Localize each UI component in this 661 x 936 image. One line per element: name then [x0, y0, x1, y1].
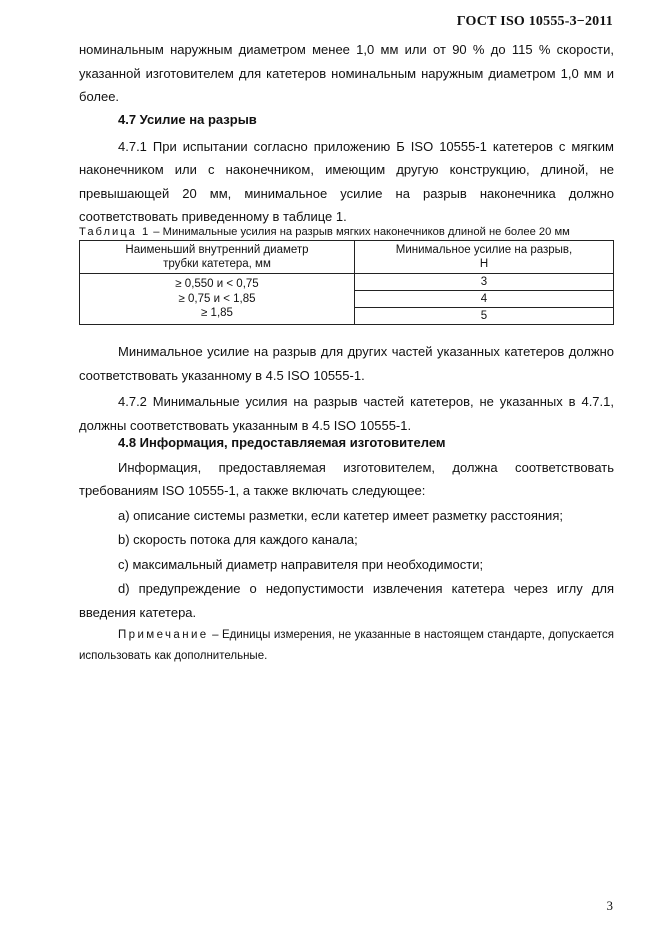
- section-4-7-continued: [79, 340, 614, 437]
- note-label: Примечание: [118, 629, 209, 641]
- header-diameter-line2: трубки катетера, мм: [163, 258, 271, 270]
- page-number: 3: [606, 898, 613, 913]
- diameter-value: ≥ 1,85: [201, 307, 233, 320]
- list-item: c) максимальный диаметр направителя при необходимости;: [118, 556, 484, 572]
- header-diameter-line1: Наименьший внутренний диаметр: [125, 244, 309, 256]
- force-value: 5: [355, 308, 614, 325]
- table-row: [80, 274, 614, 291]
- table-header-row: [80, 241, 614, 274]
- paragraph-4-7-1: 4.7.1 При испытании согласно приложению Б ISO 10555-1 катетеров с мягким наконечником или с наконечником, имеющим другую конструкцию, длиной, не превышающей 20 мм, минимальное усилие на разрыв наконечника должно соответствовать приведенному в таблице 1.: [79, 138, 614, 224]
- section-4-7-heading: 4.7 Усилие на разрыв: [118, 112, 257, 127]
- force-value: 3: [355, 274, 614, 291]
- section-4-8-heading: 4.8 Информация, предоставляемая изготовителем: [118, 435, 446, 450]
- table-caption-text: – Минимальные усилия на разрыв мягких наконечников длиной не более 20 мм: [150, 226, 570, 238]
- standard-header: ГОСТ ISO 10555-3−2011: [456, 14, 613, 29]
- list-item: a) описание системы разметки, если катетер имеет разметку расстояния;: [118, 507, 563, 523]
- intro-block: [79, 38, 614, 109]
- table-1: [79, 240, 614, 325]
- intro-paragraph: номинальным наружным диаметром менее 1,0 мм или от 90 % до 115 % скорости, указанной изготовителем для катетеров номинальным наружным диаметром 1,0 мм и более.: [79, 42, 614, 104]
- list-item: d) предупреждение о недопустимости извлечения катетера через иглу для введения катетера.: [79, 581, 614, 620]
- diameter-value: ≥ 0,75 и < 1,85: [178, 292, 256, 305]
- note: [79, 625, 614, 667]
- force-value: 4: [355, 291, 614, 308]
- paragraph-4-7-2: 4.7.2 Минимальные усилия на разрыв частей катетеров, не указанных в 4.7.1, должны соответствовать указанным в 4.5 ISO 10555-1.: [79, 394, 614, 433]
- header-force-line2: Н: [479, 258, 489, 270]
- diameter-value: ≥ 0,550 и < 0,75: [175, 278, 259, 291]
- table-header-force: [355, 241, 614, 274]
- paragraph-4-8: Информация, предоставляемая изготовителем, должна соответствовать требованиям ISO 10555-1, а также включать следующее:: [79, 459, 614, 498]
- paragraph-other-parts: Минимальное усилие на разрыв для других частей указанных катетеров должно соответствовать указанному в 4.5 ISO 10555-1.: [79, 344, 614, 383]
- list-item: b) скорость потока для каждого канала;: [118, 532, 358, 547]
- table-cell-diameters: [80, 274, 355, 325]
- table-caption: [79, 225, 619, 239]
- header-force-line1: Минимальное усилие на разрыв,: [395, 244, 573, 256]
- table-caption-label: Таблица 1: [79, 226, 151, 238]
- section-4-8: [79, 431, 614, 624]
- note-text: – Единицы измерения, не указанные в настоящем стандарте, допускается использовать как дополнительные.: [79, 629, 614, 662]
- section-4-7: [79, 108, 614, 229]
- table-header-diameter: [80, 241, 355, 274]
